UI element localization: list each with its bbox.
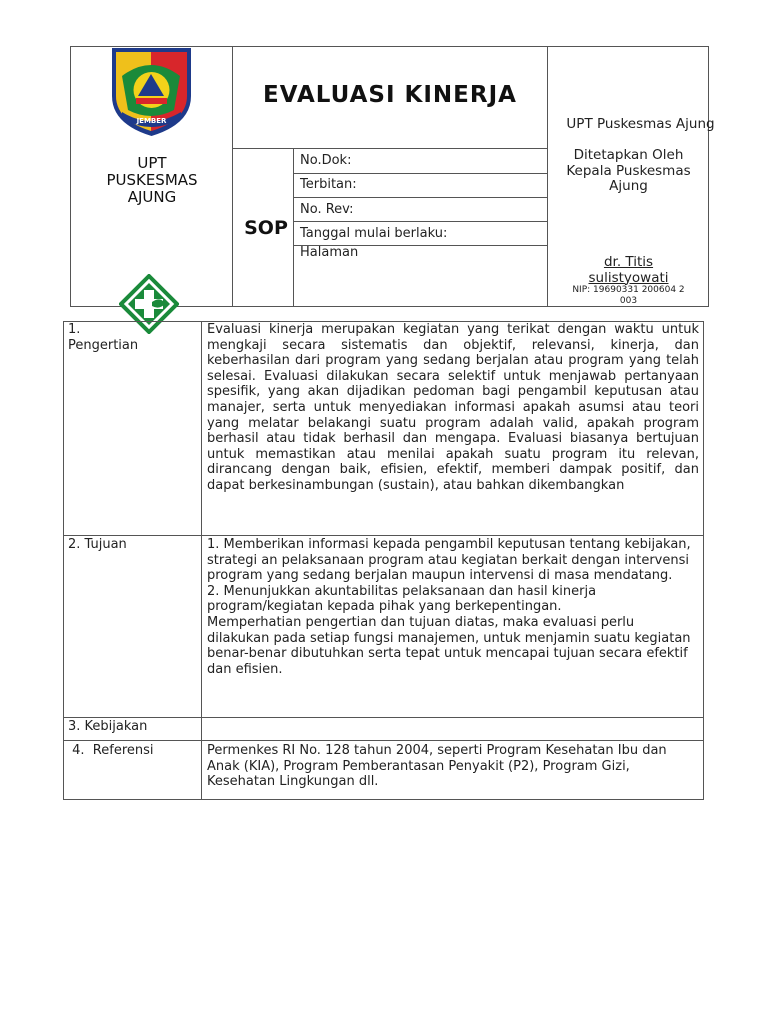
section-label-referensi: 4. Referensi — [68, 743, 154, 758]
org-name-line1: UPT — [137, 154, 167, 172]
sop-label: SOP — [244, 217, 288, 239]
org-name — [72, 155, 232, 206]
tujuan-paragraph-3: Memperhatian pengertian dan tujuan diatas, maka evaluasi perlu dilakukan pada setiap fungsi manajemen, untuk menjamin suatu kegiatan benar-benar dibutuhkan serta tepat untuk mencapai tujuan secara efektif dan efisien. — [207, 614, 691, 677]
section-title: Pengertian — [68, 337, 139, 353]
signer-name-line2: sulistyowati — [588, 269, 669, 286]
signer-nip — [551, 285, 706, 307]
no-dok-field: No.Dok: — [300, 153, 352, 168]
page-title: EVALUASI KINERJA — [263, 82, 517, 108]
signer-name-line1: dr. Titis — [603, 254, 654, 270]
signer-nip-line1: NIP: 19690331 200604 2 — [572, 285, 685, 295]
section-label-pengertian — [68, 322, 138, 353]
emblem-text: JEMBER — [136, 117, 167, 125]
approval-line2: Kepala Puskesmas — [566, 162, 691, 179]
org-name-line3: AJUNG — [127, 188, 177, 206]
halaman-field: Halaman — [300, 245, 359, 260]
tujuan-paragraph-1: 1. Memberikan informasi kepada pengambil keputusan tentang kebijakan, strategi an pelaksanaan program atau kegiatan berkait dengan intervensi program yang sedang berjalan maupun intervensi di masa mendatang. — [207, 537, 691, 584]
signer-name — [549, 255, 708, 286]
approval-line3: Ajung — [609, 178, 648, 194]
section-content-tujuan — [207, 537, 699, 677]
org-name-line2: PUSKESMAS — [106, 171, 198, 189]
section-number: 1. — [68, 322, 81, 337]
tanggal-field: Tanggal mulai berlaku: — [300, 226, 448, 241]
approval-line1: Ditetapkan Oleh — [573, 147, 684, 163]
no-rev-field: No. Rev: — [300, 202, 354, 217]
right-org-name: UPT Puskesmas Ajung — [566, 116, 715, 132]
terbitan-field: Terbitan: — [300, 177, 357, 192]
section-label-tujuan: 2. Tujuan — [68, 537, 127, 552]
section-label-kebijakan: 3. Kebijakan — [68, 719, 148, 734]
jember-emblem-icon — [108, 46, 195, 138]
section-content-referensi: Permenkes RI No. 128 tahun 2004, seperti Program Kesehatan Ibu dan Anak (KIA), Program Pemberantasan Penyakit (P2), Program Gizi, Kesehatan Lingkungan dll. — [207, 743, 667, 790]
signer-nip-line2: 003 — [619, 296, 638, 306]
section-content-pengertian: Evaluasi kinerja merupakan kegiatan yang terikat dengan waktu untuk mengkaji secara sistematis dan objektif, relevansi, kinerja, dan keberhasilan dari program yang sedang berjalan atau program yang telah selesai. Evaluasi dilakukan secara selektif untuk menjawab pertanyaan spesifik, yang akan dijadikan pedoman bagi pengambil keputusan atau manajer, serta untuk menyediakan informasi apakah asumsi atau teori yang melatar belakangi suatu program adalah valid, apakah program berhasil atau tidak berhasil dan mengapa. Evaluasi biasanya bertujuan untuk memastikan atau menilai apakah suatu program itu relevan, dirancang dengan baik, efisien, efektif, memberi dampak positif, dan dapat berkesinambungan (sustain), atau bahkan dikembangkan — [207, 322, 699, 493]
tujuan-paragraph-2: 2. Menunjukkan akuntabilitas pelaksanaan dan hasil kinerja program/kegiatan kepada pihak yang berkepentingan. — [207, 583, 597, 615]
approval-block — [549, 148, 708, 195]
